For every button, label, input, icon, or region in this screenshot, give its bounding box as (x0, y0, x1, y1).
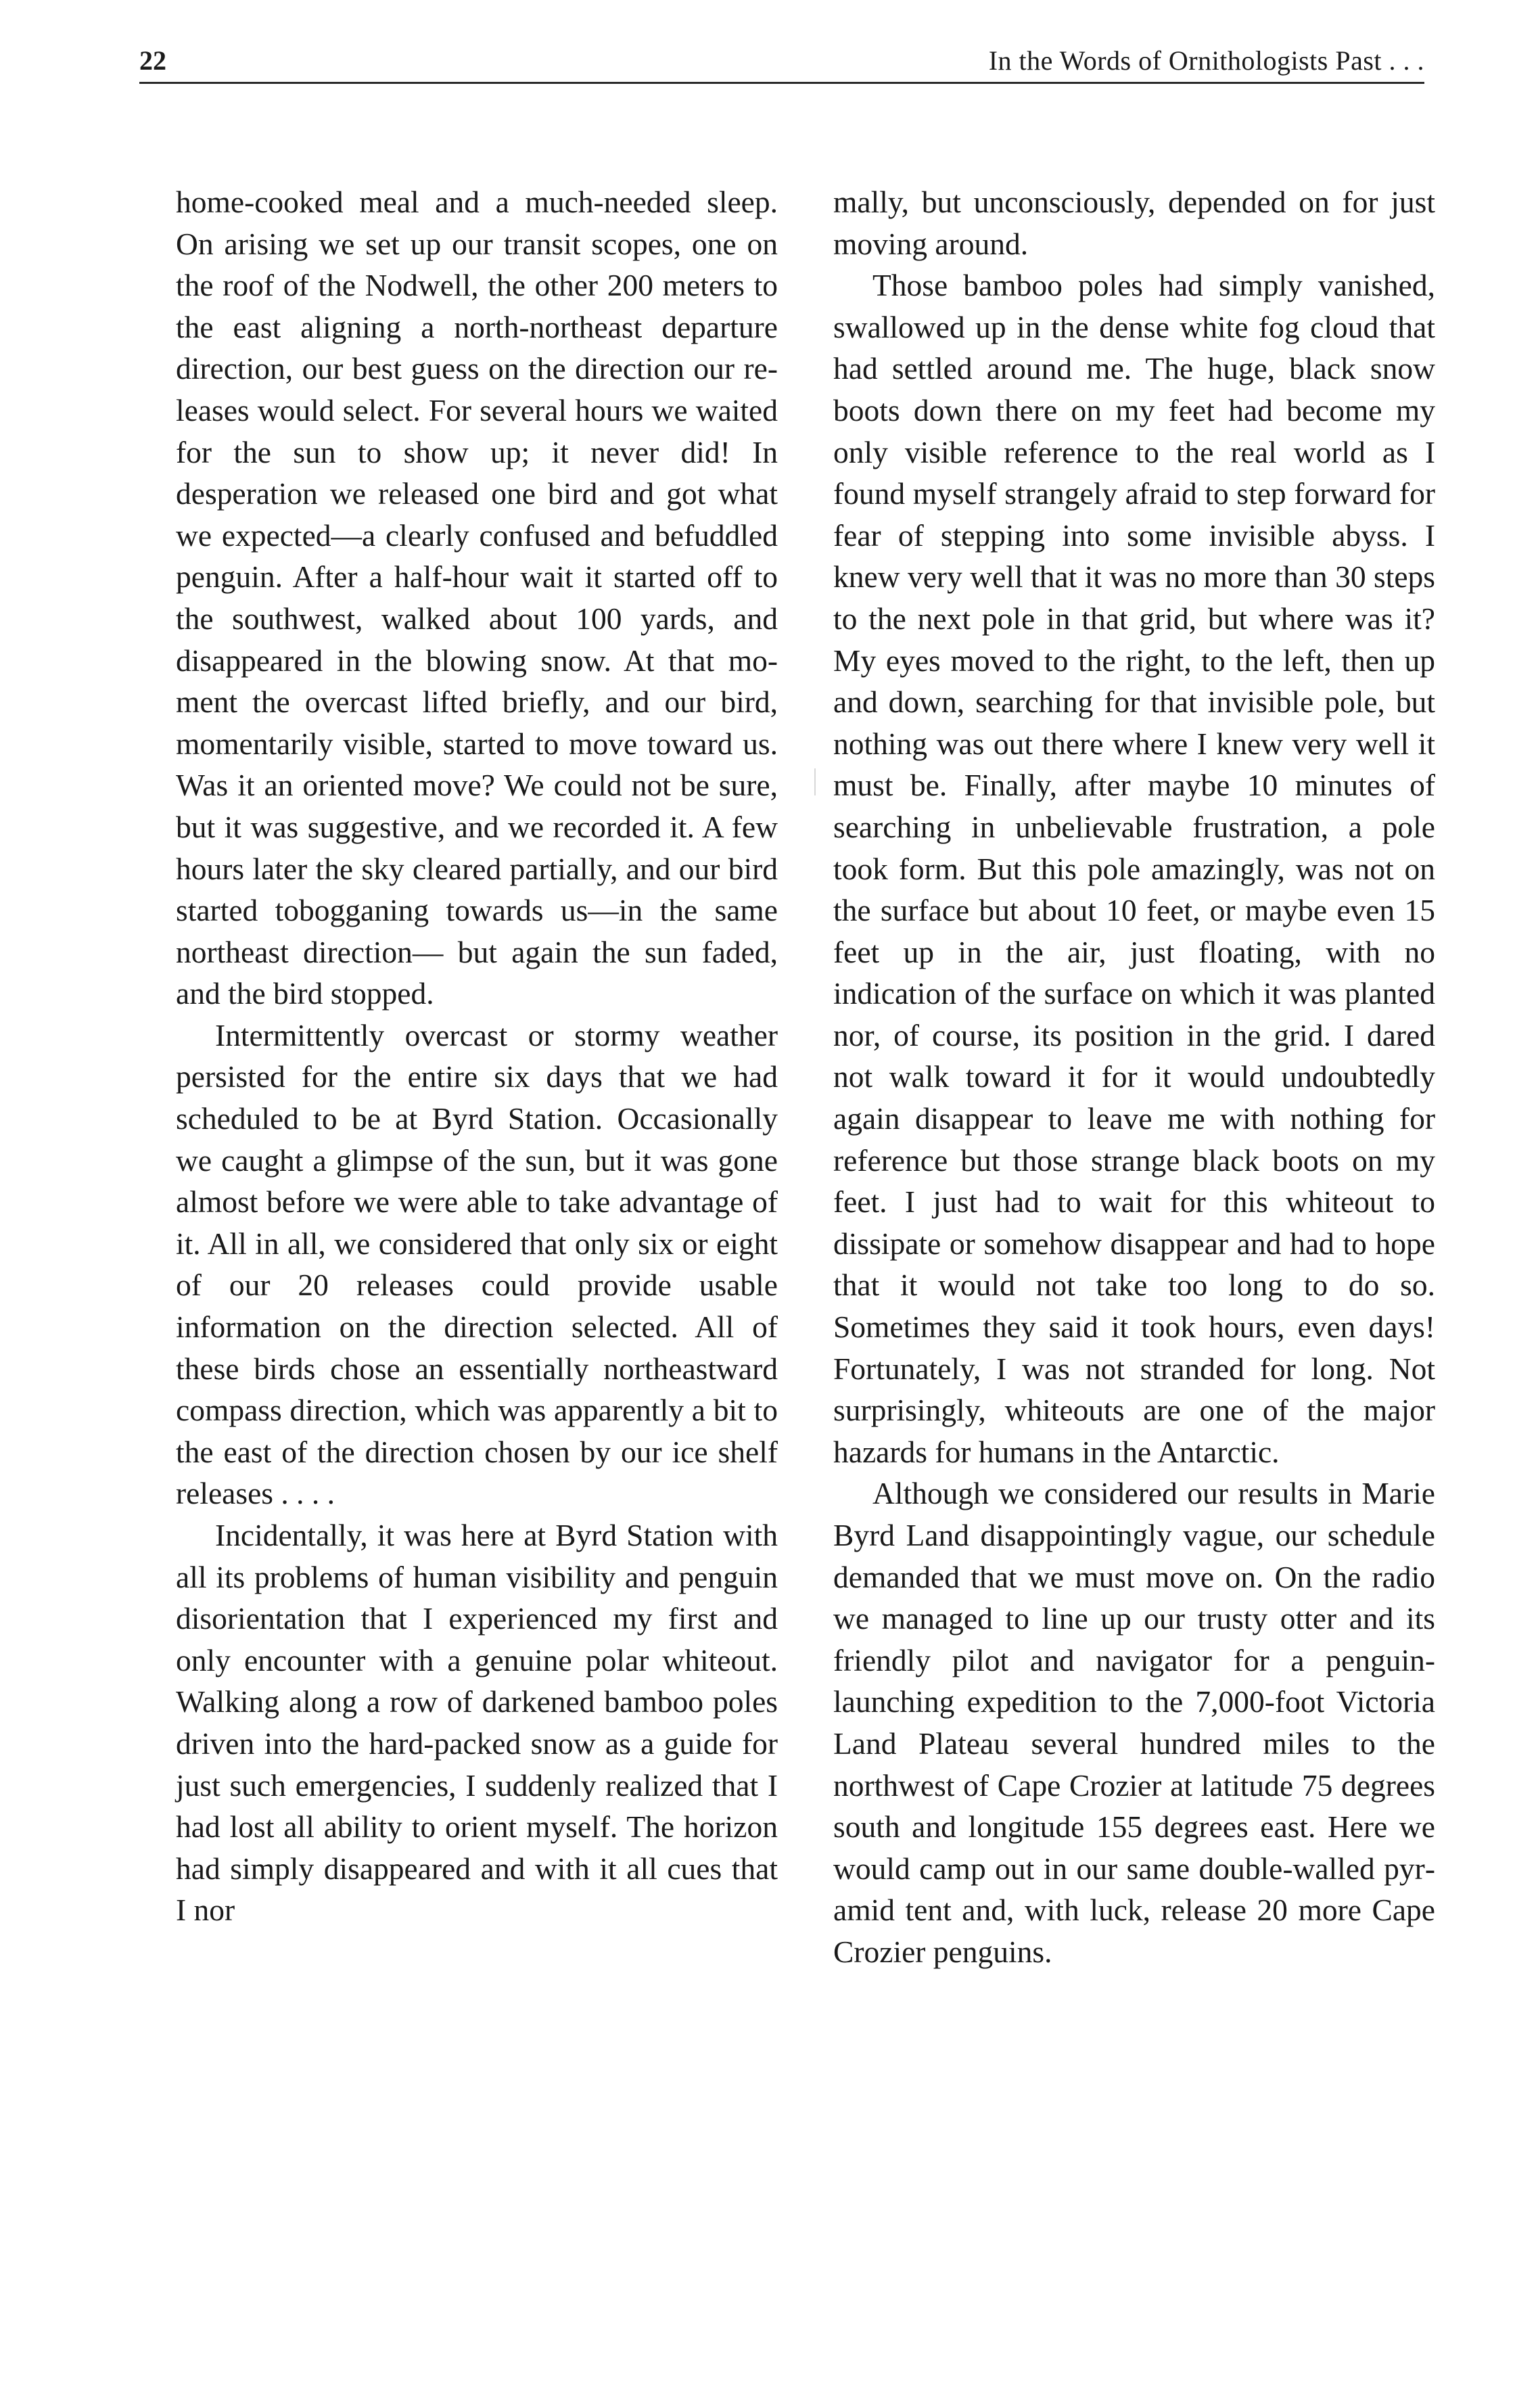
paragraph: Incidentally, it was here at Byrd Station with all its problems of human visibility and penguin disorientation that I experienced my first and only encounter with a genuine polar whiteout. Walking along a row of darkened bamboo poles driven into the hard-packed snow as a guide for just such emergencies, I suddenly realized that I had lost all ability to orient myself. The horizon had simply disappeared and with it all cues that I nor (176, 1518, 778, 1928)
paragraph: mally, but unconsciously, depended on for just moving around. (833, 185, 1435, 261)
gutter-mark (814, 768, 816, 795)
running-head (139, 39, 1424, 83)
left-column (176, 181, 778, 1931)
right-column (833, 181, 1435, 1973)
paragraph: Although we considered our results in Marie Byrd Land disappointingly vague, our schedule demanded that we must move on. On the radio we managed to line up our trusty otter and its friendly pilot and navigator for a penguin-launching expedition to the 7,000-foot Victoria Land Plateau several hundred miles to the northwest of Cape Crozier at latitude 75 degrees south and longitude 155 degrees east. Here we would camp out in our same double-walled pyramid tent and, with luck, release 20 more Cape Crozier penguins. (833, 1476, 1435, 1969)
running-title: In the Words of Ornithologists Past . . . (988, 45, 1424, 76)
paragraph: Intermittently overcast or stormy weather persisted for the entire six days that we had scheduled to be at Byrd Station. Occasionally we caught a glimpse of the sun, but it was gone almost before we were able to take advantage of it. All in all, we considered that only six or eight of our 20 releases could provide usable information on the direction selected. All of these birds chose an essentially northeastward compass direction, which was apparently a bit to the east of the direction chosen by our ice shelf releases . . . . (176, 1017, 778, 1511)
paragraph: Those bamboo poles had simply vanished, swallowed up in the dense white fog cloud that had settled around me. The huge, black snow boots down there on my feet had become my only visible reference to the real world as I found myself strangely afraid to step forward for fear of stepping into some invisible abyss. I knew very well that it was no more than 30 steps to the next pole in that grid, but where was it? My eyes moved to the right, to the left, then up and down, searching for that invisible pole, but nothing was out there where I knew very well it must be. Finally, after maybe 10 minutes of searching in unbelievable frustration, a pole took form. But this pole amazingly, was not on the surface but about 10 feet, or maybe even 15 feet up in the air, just floating, with no indication of the surface on which it was planted nor, of course, its position in the grid. I dared not walk toward it for it would undoubtedly again disappear to leave me with nothing for reference but those strange black boots on my feet. I just had to wait for this whiteout to dissipate or somehow disappear and had to hope that it would not take too long to do so. Sometimes they said it took hours, even days! Fortunately, I was not stranded for long. Not surprisingly, whiteouts are one of the major hazards for humans in the Antarctic. (833, 268, 1435, 1469)
header-rule (139, 82, 1424, 84)
paragraph: home-cooked meal and a much-needed sleep. On arising we set up our transit scopes, one on the roof of the Nodwell, the other 200 meters to the east aligning a north-northeast departure direction, our best guess on the direction our releases would select. For several hours we waited for the sun to show up; it never did! In desperation we released one bird and got what we expected—a clearly confused and befuddled penguin. After a half-hour wait it started off to the southwest, walked about 100 yards, and disappeared in the blowing snow. At that moment the overcast lifted briefly, and our bird, momentarily visible, started to move toward us. Was it an oriented move? We could not be sure, but it was suggestive, and we recorded it. A few hours later the sky cleared partially, and our bird started tobogganing towards us—in the same northeast direction— but again the sun faded, and the bird stopped. (176, 185, 778, 1011)
page-number: 22 (139, 45, 166, 76)
